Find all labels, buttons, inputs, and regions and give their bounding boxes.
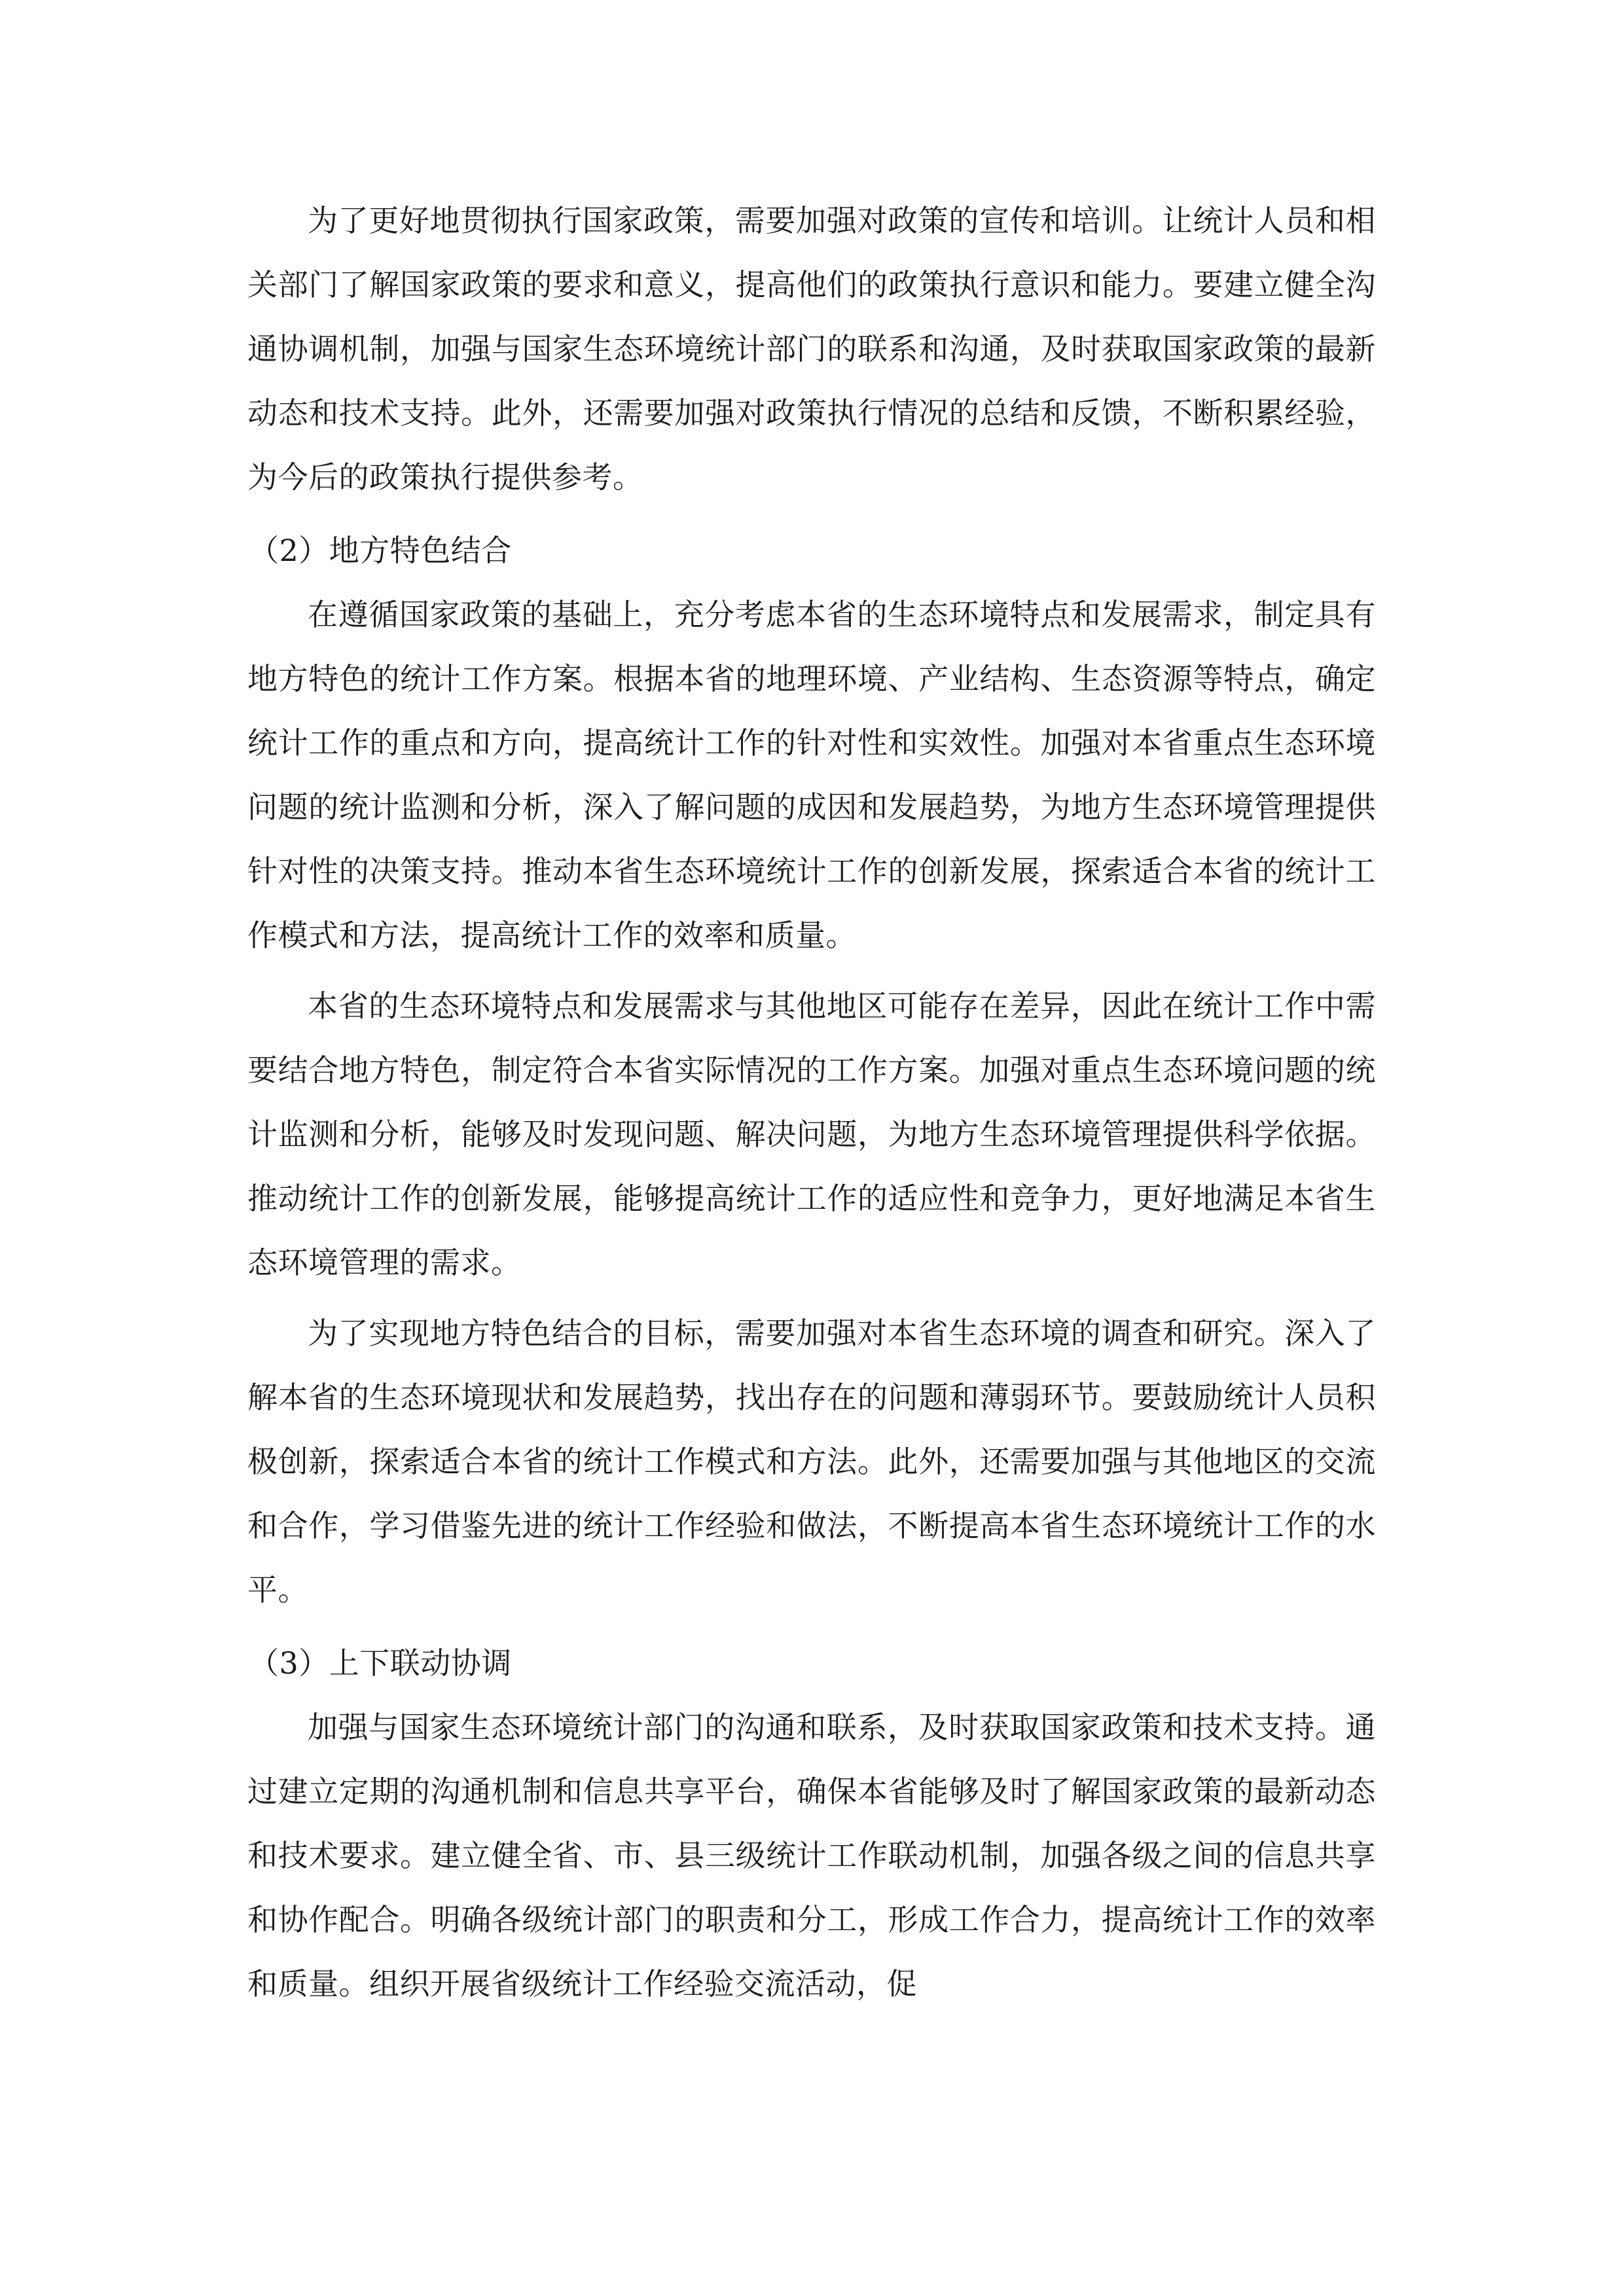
section-heading-local-characteristics: （2）地方特色结合 (249, 533, 512, 568)
document-body (247, 188, 1376, 2016)
paragraph-policy-implementation: 为了更好地贯彻执行国家政策，需要加强对政策的宣传和培训。让统计人员和相关部门了解国家政策的要求和意义，提高他们的政策执行意识和能力。要建立健全沟通协调机制，加强与国家生态环境统计部门的联系和沟通，及时获取国家政策的最新动态和技术支持。此外，还需要加强对政策执行情况的总结和反馈，不断积累经验，为今后的政策执行提供参考。 (247, 203, 1376, 495)
section-heading-coordination: （3）上下联动协调 (249, 1645, 512, 1681)
paragraph-local-goal-measures: 为了实现地方特色结合的目标，需要加强对本省生态环境的调查和研究。深入了解本省的生态环境现状和发展趋势，找出存在的问题和薄弱环节。要鼓励统计人员积极创新，探索适合本省的统计工作模式和方法。此外，还需要加强与其他地区的交流和合作，学习借鉴先进的统计工作经验和做法，不断提高本省生态环境统计工作的水平。 (247, 1316, 1376, 1607)
paragraph-local-work-plan: 在遵循国家政策的基础上，充分考虑本省的生态环境特点和发展需求，制定具有地方特色的统计工作方案。根据本省的地理环境、产业结构、生态资源等特点，确定统计工作的重点和方向，提高统计工作的针对性和实效性。加强对本省重点生态环境问题的统计监测和分析，深入了解问题的成因和发展趋势，为地方生态环境管理提供针对性的决策支持。推动本省生态环境统计工作的创新发展，探索适合本省的统计工作模式和方法，提高统计工作的效率和质量。 (247, 597, 1376, 953)
paragraph-regional-differences: 本省的生态环境特点和发展需求与其他地区可能存在差异，因此在统计工作中需要结合地方特色，制定符合本省实际情况的工作方案。加强对重点生态环境问题的统计监测和分析，能够及时发现问题、解决问题，为地方生态环境管理提供科学依据。推动统计工作的创新发展，能够提高统计工作的适应性和竞争力，更好地满足本省生态环境管理的需求。 (247, 988, 1376, 1280)
paragraph-coordination-mechanism: 加强与国家生态环境统计部门的沟通和联系，及时获取国家政策和技术支持。通过建立定期的沟通机制和信息共享平台，确保本省能够及时了解国家政策的最新动态和技术要求。建立健全省、市、县三级统计工作联动机制，加强各级之间的信息共享和协作配合。明确各级统计部门的职责和分工，形成工作合力，提高统计工作的效率和质量。组织开展省级统计工作经验交流活动，促 (247, 1710, 1376, 2001)
